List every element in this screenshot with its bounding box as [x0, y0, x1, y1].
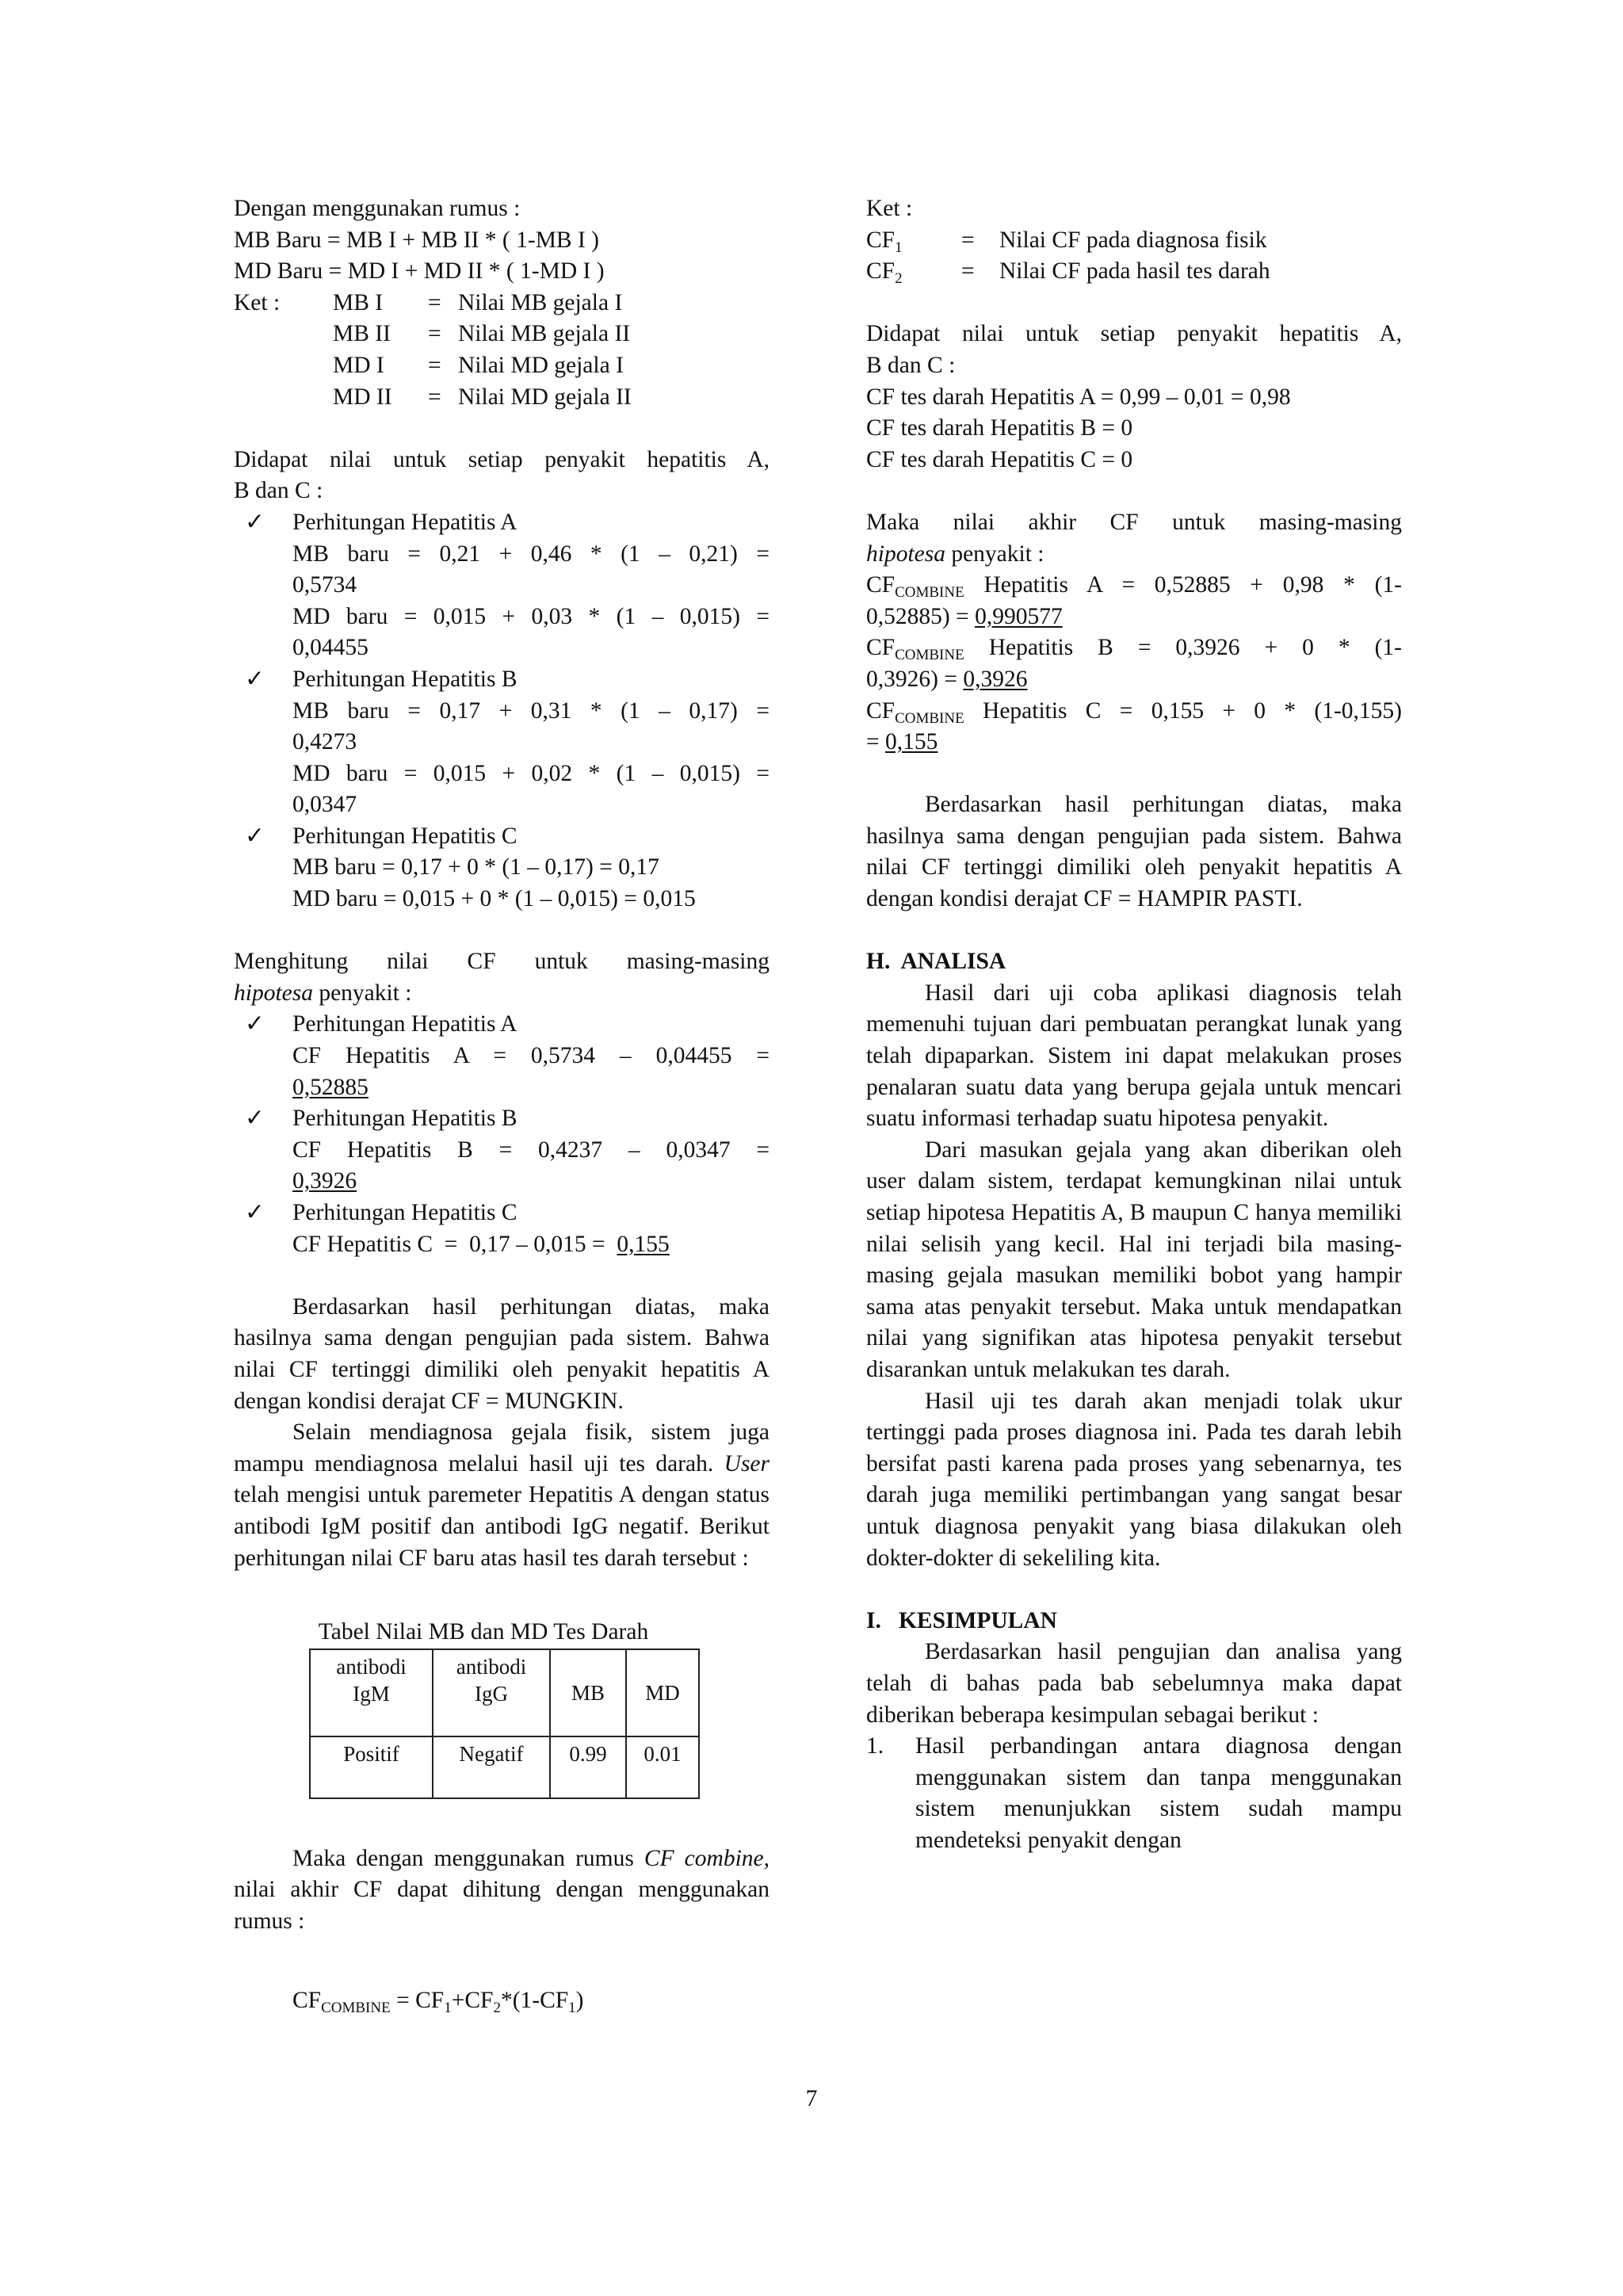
checklist-item [234, 1103, 769, 1135]
tes-darah-line: CF tes darah Hepatitis B = 0 [866, 415, 1133, 441]
subscript: 2 [895, 270, 903, 288]
combine-a-line-1 [866, 570, 1402, 602]
table-header-row [310, 1649, 699, 1736]
text: 0,3926) = [866, 666, 964, 692]
table-header-cell: MB [550, 1649, 626, 1736]
subscript: COMBINE [321, 1999, 391, 2016]
calc-line: 0,0347 [292, 792, 357, 818]
subscript: COMBINE [895, 584, 964, 602]
checkmark-icon: ✓ [245, 509, 265, 535]
text: CF [866, 227, 896, 253]
checkmark-icon: ✓ [245, 1011, 265, 1037]
list-item [866, 1731, 1402, 1856]
table-header-cell: antibodi IgG [433, 1649, 550, 1736]
ket-row [234, 288, 769, 319]
ket-term [866, 256, 961, 288]
subscript: 1 [568, 1999, 576, 2016]
checkmark-icon: ✓ [245, 1200, 265, 1225]
cf-title-b: Perhitungan Hepatitis B [292, 1106, 517, 1132]
italic-term: User [724, 1450, 769, 1477]
cf-intro-line-1: Menghitung nilai CF untuk masing-masing [234, 949, 769, 975]
formula-md-baru: MD Baru = MD I + MD II * ( 1-MD I ) [234, 258, 605, 285]
text: = [866, 729, 886, 755]
formula-mb-baru: MB Baru = MB I + MB II * ( 1-MB I ) [234, 227, 600, 253]
subscript: 2 [493, 1999, 501, 2016]
combine-result-a: 0,990577 [975, 603, 1063, 629]
text: CF [866, 697, 896, 724]
table-caption: Tabel Nilai MB dan MD Tes Darah [318, 1619, 649, 1645]
subscript: 1 [444, 1999, 452, 2016]
combine-c-line-1 [866, 696, 1402, 728]
paragraph-analisa-2: Dari masukan gejala yang akan diberikan oleh user dalam sistem, terdapat kemungkinan nilai untuk setiap hipotesa Hepatitis A, B maupun C hanya memiliki nilai selisih yang kecil. Hal ini terjadi bila masing-masing gejala masukan memiliki bobot yang hampir sama atas penyakit tersebut. Maka untuk mendapatkan nilai yang signifikan atas hipotesa penyakit tersebut disarankan untuk melakukan tes darah. [866, 1137, 1402, 1382]
calc-line: 0,4273 [292, 729, 357, 755]
text: CF [866, 635, 896, 661]
table-row [310, 1736, 699, 1798]
calc-line: MB baru = 0,17 + 0 * (1 – 0,17) = 0,17 [292, 854, 659, 881]
ket-desc: Nilai MD gejala I [458, 352, 624, 378]
italic-term: CF combine, [643, 1845, 769, 1871]
formula-intro: Dengan menggunakan rumus : [234, 196, 521, 221]
ket-desc: Nilai MB gejala I [458, 289, 623, 315]
cf-line [234, 1229, 769, 1261]
section-heading-kesimpulan: I. KESIMPULAN [866, 1607, 1057, 1633]
table-cell: 0.99 [550, 1736, 626, 1798]
text: penyakit : [945, 541, 1044, 567]
combine-b-line-2 [866, 664, 1402, 696]
text: Selain mendiagnosa gejala fisik, sistem juga mampu mendiagnosa melalui hasil uji tes darah. [234, 1419, 769, 1477]
calc-line: MD baru = 0,015 + 0,03 * (1 – 0,015) = [292, 603, 769, 629]
ket-term: MD I [333, 352, 384, 378]
text: Maka dengan menggunakan rumus [292, 1845, 644, 1871]
paragraph-result-combine: Berdasarkan hasil perhitungan diatas, maka hasilnya sama dengan pengujian pada sistem. Bahwa nilai CF tertinggi dimiliki oleh penyakit hepatitis A dengan kondisi derajat CF = HAMPIR PASTI. [866, 792, 1402, 912]
ket-desc: Nilai MB gejala II [458, 321, 631, 347]
right-column [866, 193, 1402, 1856]
didapat-line-2: B dan C : [866, 352, 956, 378]
checklist-item [234, 1198, 769, 1229]
tes-darah-line: CF tes darah Hepatitis A = 0,99 – 0,01 = 0,98 [866, 384, 1291, 410]
calc-title-c: Perhitungan Hepatitis C [292, 823, 517, 849]
combine-formula [234, 1985, 769, 2017]
ket-desc: Nilai MD gejala II [458, 384, 632, 410]
list-number: 1. [866, 1733, 884, 1759]
text: penyakit : [312, 980, 412, 1006]
ket-row [234, 319, 769, 350]
paragraph-kesimpulan: Berdasarkan hasil pengujian dan analisa yang telah di bahas pada bab sebelumnya maka dapat diberikan beberapa kesimpulan sebagai berikut : [866, 1639, 1402, 1728]
paragraph-cf-combine [234, 1843, 769, 1938]
cf-line: CF Hepatitis A = 0,5734 – 0,04455 = [292, 1043, 769, 1069]
tes-darah-line: CF tes darah Hepatitis C = 0 [866, 446, 1133, 472]
ket-row [866, 225, 1402, 257]
cf-result-b: 0,3926 [292, 1168, 357, 1194]
paragraph-tes-darah [234, 1417, 769, 1574]
checkmark-icon: ✓ [245, 823, 265, 849]
table-cell: Negatif [433, 1736, 550, 1798]
text: = CF [390, 1987, 445, 2013]
ket-eq: = [428, 384, 441, 410]
table-header-cell: MD [626, 1649, 699, 1736]
checkmark-icon: ✓ [245, 666, 265, 692]
cf-result-c: 0,155 [617, 1231, 670, 1257]
text: *(1-CF [500, 1987, 569, 2013]
paragraph-analisa-1: Hasil dari uji coba aplikasi diagnosis telah memenuhi tujuan dari pembuatan perangkat lunak yang telah dipaparkan. Sistem ini dapat melakukan proses penalaran suatu data yang berupa gejala untuk mencari suatu informasi terhadap suatu hipotesa penyakit. [866, 980, 1402, 1132]
text: ) [575, 1987, 584, 2013]
calc-line: 0,04455 [292, 635, 369, 661]
checklist-item [234, 821, 769, 853]
ket-term: MB I [333, 289, 384, 315]
cf-title-c: Perhitungan Hepatitis C [292, 1200, 517, 1225]
text: CF Hepatitis C = 0,17 – 0,015 = [292, 1231, 617, 1257]
ket-label: Ket : [234, 289, 281, 315]
calc-line: MB baru = 0,21 + 0,46 * (1 – 0,21) = [292, 541, 769, 567]
checklist-item [234, 507, 769, 539]
cf-line: CF Hepatitis B = 0,4237 – 0,0347 = [292, 1137, 769, 1163]
text: CF [866, 572, 896, 598]
ket-term [866, 225, 961, 257]
checklist-item [234, 1009, 769, 1041]
section-heading-analisa: H. ANALISA [866, 949, 1006, 975]
calc-line: MB baru = 0,17 + 0,31 * (1 – 0,17) = [292, 697, 769, 724]
text: 0,52885) = [866, 603, 976, 629]
paragraph-analisa-3: Hasil uji tes darah akan menjadi tolak ukur tertinggi pada proses diagnosa ini. Pada tes darah lebih bersifat pasti karena pada proses yang sebenarnya, tes darah juga memiliki pertimbangan yang sangat besar untuk diagnosa penyakit yang biasa dilakukan oleh dokter-dokter di sekeliling kita. [866, 1388, 1402, 1571]
calc-line: 0,5734 [292, 572, 357, 598]
ket-label: Ket : [866, 196, 913, 221]
list-text: Hasil perbandingan antara diagnosa dengan menggunakan sistem dan tanpa menggunakan sistem menunjukkan sistem sudah mampu mendeteksi penyakit dengan [915, 1733, 1402, 1853]
table-cell: 0.01 [626, 1736, 699, 1798]
combine-result-b: 0,3926 [963, 666, 1028, 692]
ket-row [234, 382, 769, 414]
ket-desc: Nilai CF pada hasil tes darah [999, 258, 1270, 285]
subscript: COMBINE [895, 647, 964, 664]
cf-title-a: Perhitungan Hepatitis A [292, 1011, 517, 1037]
italic-term: hipotesa [866, 541, 945, 567]
calc-title-a: Perhitungan Hepatitis A [292, 509, 517, 535]
calc-title-b: Perhitungan Hepatitis B [292, 666, 517, 692]
ket-term: MB II [333, 321, 391, 347]
ket-row [866, 256, 1402, 288]
text: CF [866, 258, 896, 285]
didapat-line-1: Didapat nilai untuk setiap penyakit hepatitis A, [234, 446, 769, 472]
ket-eq: = [428, 321, 441, 347]
table-cell: Positif [310, 1736, 433, 1798]
table-header-cell: antibodi IgM [310, 1649, 433, 1736]
text: Hepatitis B = 0,3926 + 0 * (1- [964, 635, 1402, 661]
calc-line: MD baru = 0,015 + 0 * (1 – 0,015) = 0,015 [292, 886, 696, 912]
ket-eq: = [428, 289, 441, 315]
checkmark-icon: ✓ [245, 1106, 265, 1132]
text: +CF [451, 1987, 494, 2013]
calc-line: MD baru = 0,015 + 0,02 * (1 – 0,015) = [292, 760, 769, 786]
combine-b-line-1 [866, 632, 1402, 664]
combine-a-line-2 [866, 602, 1402, 633]
subscript: COMBINE [895, 709, 964, 727]
cf-result-a: 0,52885 [292, 1074, 369, 1100]
text: Hepatitis C = 0,155 + 0 * (1-0,155) [964, 697, 1402, 724]
didapat-line-2: B dan C : [234, 478, 323, 504]
checklist-item [234, 664, 769, 696]
ket-eq: = [961, 227, 975, 253]
maka-line-2 [866, 539, 1402, 571]
ket-term: MD II [333, 384, 392, 410]
left-column [234, 193, 769, 2016]
ket-eq: = [428, 352, 441, 378]
combine-result-c: 0,155 [885, 729, 938, 755]
text: telah mengisi untuk paremeter Hepatitis A dengan status antibodi IgM positif dan antibodi IgG negatif. Berikut perhitungan nilai CF baru atas hasil tes darah tersebut : [234, 1482, 769, 1571]
ket-desc: Nilai CF pada diagnosa fisik [999, 227, 1267, 253]
maka-line-1: Maka nilai akhir CF untuk masing-masing [866, 509, 1402, 535]
paragraph-result-fisik: Berdasarkan hasil perhitungan diatas, maka hasilnya sama dengan pengujian pada sistem. Bahwa nilai CF tertinggi dimiliki oleh penyakit hepatitis A dengan kondisi derajat CF = MUNGKIN. [234, 1293, 769, 1414]
subscript: 1 [895, 239, 903, 256]
didapat-line-1: Didapat nilai untuk setiap penyakit hepatitis A, [866, 321, 1402, 347]
page-number: 7 [805, 2086, 818, 2111]
text: nilai akhir CF dapat dihitung dengan menggunakan rumus : [234, 1877, 769, 1934]
mb-md-table [309, 1648, 700, 1799]
ket-eq: = [961, 258, 975, 285]
ket-row [234, 350, 769, 382]
cf-intro-line-2 [234, 978, 769, 1010]
text: Hepatitis A = 0,52885 + 0,98 * (1- [964, 572, 1402, 598]
italic-term: hipotesa [234, 980, 313, 1006]
combine-c-line-2 [866, 727, 1402, 758]
text: CF [292, 1987, 322, 2013]
